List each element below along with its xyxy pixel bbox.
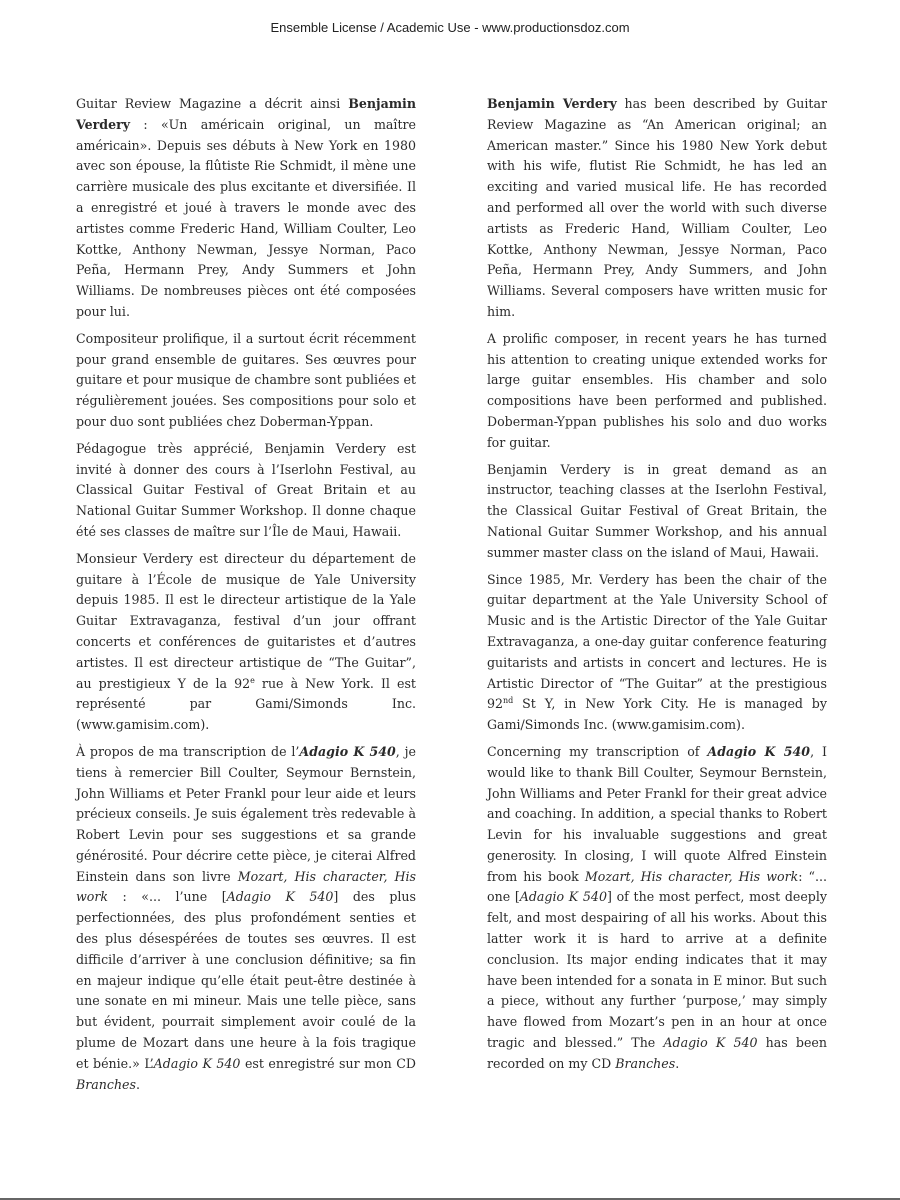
en-transcription-paragraph bbox=[487, 742, 827, 1075]
fr-text: est enregistré sur mon CD bbox=[240, 1055, 416, 1071]
fr-text: ] des plus perfectionnées, des plus profondément senties et des plus désespérées de toutes ses œuvres. Il est difficile d’arriver à une conclusion définitive; sa fin en majeur indique qu’elle était peut-être destinée à une sonate en mi mineur. Mais une telle pièce, sans but évident, pourrait simplement avoir coulé de la plume de Mozart dans une heure à la fois tragique et bénie.» L’ bbox=[76, 889, 416, 1071]
en-cd-title: Branches bbox=[615, 1055, 676, 1071]
en-book-title: Mozart, His character, His work bbox=[584, 868, 799, 884]
fr-text: : «... l’une [ bbox=[108, 889, 227, 905]
fr-transcription-paragraph bbox=[76, 742, 416, 1096]
fr-composer-paragraph: Compositeur prolifique, il a surtout écrit récemment pour grand ensemble de guitares. Ses œuvres pour guitare et pour musique de chambre sont publiées et régulièrement jouées. Ses compositions pour solo et pour duo sont publiées chez Doberman-Yppan. bbox=[76, 330, 416, 429]
en-director-paragraph bbox=[487, 570, 827, 736]
en-bio-paragraph bbox=[487, 94, 827, 323]
fr-artist-name: Benjamin Verdery bbox=[76, 96, 416, 132]
fr-work-title: Adagio K 540 bbox=[226, 889, 334, 905]
fr-director-text: Monsieur Verdery est directeur du département de guitare à l’École de musique de Yale University depuis 1985. Il est le directeur artistique de la Yale Guitar Extravaganza, festival d’un jour offrant concerts et conférences de guitaristes et d’autres artistes. Il est directeur artistique de “The Guitar”, au prestigieux Y de la 92 bbox=[76, 550, 416, 691]
fr-bio-text-cont: : «Un américain original, un maître américain». Depuis ses débuts à New York en 1980 avec son épouse, la flûtiste Rie Schmidt, il mène une carrière musicale des plus excitante et diversifiée. Il a enregistré et joué à travers le monde avec des artistes comme Frederic Hand, William Coulter, Leo Kottke, Anthony Newman, Jessye Norman, Paco Peña, Hermann Prey, Andy Summers et John Williams. De nombreuses pièces ont été composées pour lui. bbox=[76, 116, 416, 319]
fr-teacher-paragraph: Pédagogue très apprécié, Benjamin Verdery est invité à donner des cours à l’Iserlohn Festival, au Classical Guitar Festival of Great Britain et au National Guitar Summer Workshop. Il donne chaque été ses classes de maître sur l’Île de Maui, Hawaii. bbox=[76, 440, 416, 539]
fr-text: . bbox=[135, 1076, 140, 1092]
en-director-text-cont: St Y, in New York City. He is managed by Gami/Simonds Inc. (www.gamisim.com). bbox=[487, 696, 827, 733]
english-column bbox=[487, 94, 827, 1081]
fr-text: , je tiens à remercier Bill Coulter, Seymour Bernstein, John Williams et Peter Frankl pour leur aide et leurs précieux conseils. Je suis également très redevable à Robert Levin pour ses suggestions et sa grande générosité. Pour décrire cette pièce, je citerai Alfred Einstein dans son livre bbox=[76, 743, 416, 884]
en-work-title: Adagio K 540 bbox=[663, 1035, 758, 1051]
french-column bbox=[76, 94, 416, 1101]
en-director-text: Since 1985, Mr. Verdery has been the chair of the guitar department at the Yale University School of Music and is the Artistic Director of the Yale Guitar Extravaganza, a one-day guitar conference featuring guitarists and artists in concert and lectures. He is Artistic Director of “The Guitar” at the prestigious 92 bbox=[487, 571, 827, 712]
en-text: Concerning my transcription of bbox=[487, 743, 708, 759]
en-text: : “... one [ bbox=[487, 868, 827, 905]
fr-superscript: e bbox=[250, 675, 255, 685]
en-bio-text: has been described by Guitar Review Magazine as “An American original; an American master.” Since his 1980 New York debut with his wife, flutist Rie Schmidt, he has led an exciting and varied musical life. He has recorded and performed all over the world with such diverse artists as Frederic Hand, William Coulter, Leo Kottke, Anthony Newman, Jessye Norman, Paco Peña, Hermann Prey, Andy Summers, and John Williams. Several composers have written music for him. bbox=[487, 96, 828, 319]
fr-director-text-cont: rue à New York. Il est représenté par Gami/Simonds Inc. (www.gamisim.com). bbox=[76, 675, 416, 733]
en-text: ] of the most perfect, most deeply felt, and most despairing of all his works. About this latter work it is hard to arrive at a definite conclusion. Its major ending indicates that it may have been intended for a sonata in E minor. But such a piece, without any further ‘purpose,’ may simply have flowed from Mozart’s pen in an hour at once tragic and blessed.” The bbox=[487, 889, 828, 1051]
en-text: , I would like to thank Bill Coulter, Seymour Bernstein, John Williams and Peter Frankl for their great advice and coaching. In addition, a special thanks to Robert Levin for his invaluable suggestions and great generosity. In closing, I will quote Alfred Einstein from his book bbox=[487, 743, 827, 884]
en-work-title: Adagio K 540 bbox=[519, 889, 607, 905]
fr-cd-title: Branches bbox=[76, 1076, 136, 1092]
en-text: has been recorded on my CD bbox=[487, 1035, 827, 1071]
fr-bio-paragraph bbox=[76, 94, 416, 323]
fr-director-paragraph bbox=[76, 549, 416, 736]
en-composer-paragraph: A prolific composer, in recent years he has turned his attention to creating unique extended works for large guitar ensembles. His chamber and solo compositions have been performed and published. Doberman-Yppan publishes his solo and duo works for guitar. bbox=[487, 330, 827, 450]
en-text: . bbox=[675, 1055, 680, 1071]
license-header: Ensemble License / Academic Use - www.productionsdoz.com bbox=[270, 20, 630, 35]
fr-text: À propos de ma transcription de l’ bbox=[76, 743, 300, 759]
fr-bio-text: Guitar Review Magazine a décrit ainsi bbox=[76, 96, 349, 111]
en-superscript: nd bbox=[503, 696, 514, 706]
fr-work-title: Adagio K 540 bbox=[153, 1055, 241, 1071]
en-artist-name: Benjamin Verdery bbox=[487, 96, 617, 111]
fr-work-title: Adagio K 540 bbox=[299, 743, 396, 759]
en-teacher-paragraph: Benjamin Verdery is in great demand as an instructor, teaching classes at the Iserlohn Festival, the Classical Guitar Festival of Great Britain, the National Guitar Summer Workshop, and his annual summer master class on the island of Maui, Hawaii. bbox=[487, 461, 827, 560]
en-work-title: Adagio K 540 bbox=[707, 743, 811, 759]
fr-book-title: Mozart, His character, His work bbox=[76, 868, 416, 905]
